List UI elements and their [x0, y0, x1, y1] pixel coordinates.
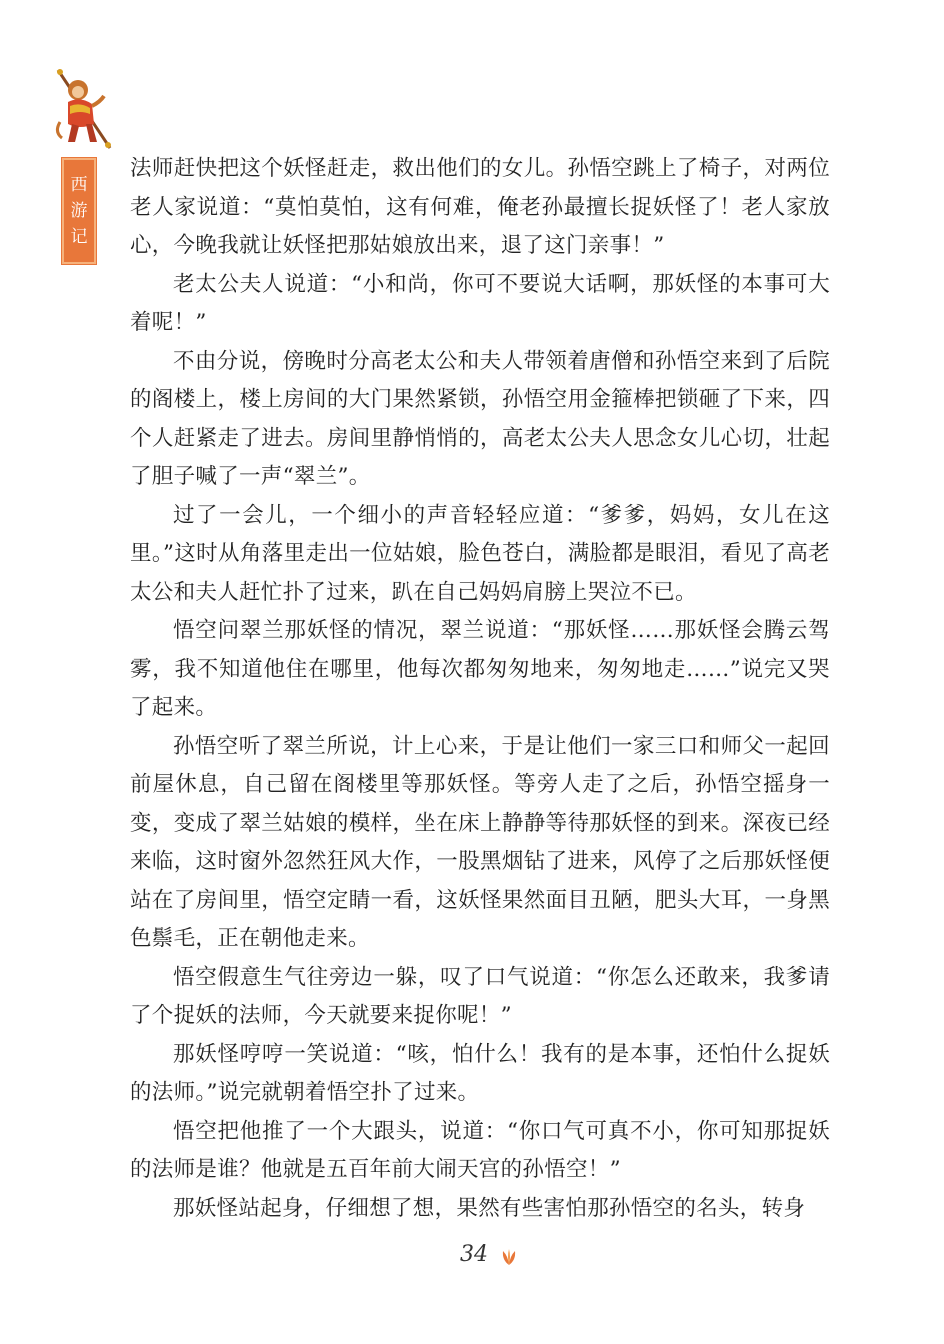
paragraph: 老太公夫人说道：“小和尚，你可不要说大话啊，那妖怪的本事可大着呢！” — [130, 271, 830, 335]
paragraph: 孙悟空听了翠兰所说，计上心来，于是让他们一家三口和师父一起回前屋休息，自己留在阁楼里等那妖怪。等旁人走了之后，孙悟空摇身一变，变成了翠兰姑娘的模样，坐在床上静静等待那妖怪的到来。深夜已经来临，这时窗外忽然狂风大作，一股黑烟钻了进来，风停了之后那妖怪便站在了房间里，悟空定睛一看，这妖怪果然面目丑陋，肥头大耳，一身黑色鬃毛，正在朝他走来。 — [130, 733, 830, 951]
body-text — [130, 150, 830, 1228]
book-title-char: 游 — [70, 201, 88, 221]
paragraph: 法师赶快把这个妖怪赶走，救出他们的女儿。孙悟空跳上了椅子，对两位老人家说道：“莫怕莫怕，这有何难，俺老孙最擅长捉妖怪了！老人家放心，今晚我就让妖怪把那姑娘放出来，退了这门亲事！” — [130, 156, 830, 258]
page-number: 34 — [460, 1242, 488, 1267]
monkey-king-illustration — [50, 62, 120, 152]
book-title-char: 西 — [70, 175, 88, 195]
paragraph: 悟空把他推了一个大跟头，说道：“你口气可真不小，你可知那捉妖的法师是谁？他就是五百年前大闹天宫的孙悟空！” — [130, 1118, 830, 1182]
paragraph: 不由分说，傍晚时分高老太公和夫人带领着唐僧和孙悟空来到了后院的阁楼上，楼上房间的大门果然紧锁，孙悟空用金箍棒把锁砸了下来，四个人赶紧走了进去。房间里静悄悄的，高老太公夫人思念女儿心切，壮起了胆子喊了一声“翠兰”。 — [130, 348, 830, 489]
page-footer — [0, 1242, 944, 1276]
book-title-tab — [62, 158, 96, 264]
paragraph: 那妖怪站起身，仔细想了想，果然有些害怕那孙悟空的名头，转身 — [173, 1195, 806, 1221]
paragraph: 那妖怪哼哼一笑说道：“咳，怕什么！我有的是本事，还怕什么捉妖的法师。”说完就朝着悟空扑了过来。 — [130, 1041, 830, 1105]
book-title-char: 记 — [70, 227, 88, 247]
paragraph: 悟空假意生气往旁边一躲，叹了口气说道：“你怎么还敢来，我爹请了个捉妖的法师，今天就要来捉你呢！” — [130, 964, 830, 1028]
leaf-ornament-icon — [498, 1248, 520, 1266]
paragraph: 过了一会儿，一个细小的声音轻轻应道：“爹爹，妈妈，女儿在这里。”这时从角落里走出一位姑娘，脸色苍白，满脸都是眼泪，看见了高老太公和夫人赶忙扑了过来，趴在自己妈妈肩膀上哭泣不已。 — [130, 502, 830, 605]
paragraph: 悟空问翠兰那妖怪的情况，翠兰说道：“那妖怪……那妖怪会腾云驾雾，我不知道他住在哪里，他每次都匆匆地来，匆匆地走……”说完又哭了起来。 — [130, 618, 830, 720]
